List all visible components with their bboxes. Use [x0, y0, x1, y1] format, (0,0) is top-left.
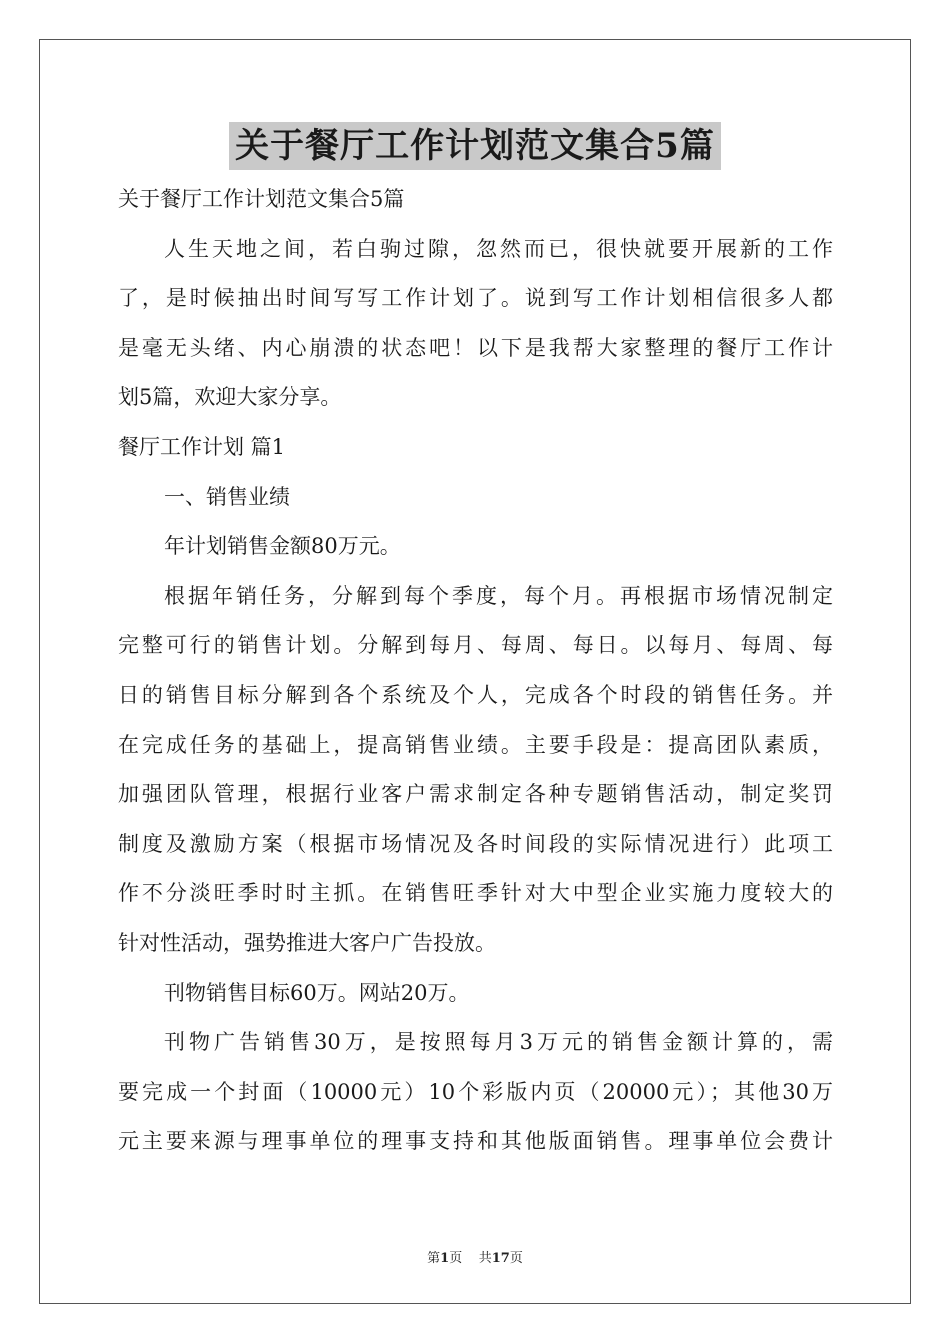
page-number: 1 [440, 1251, 450, 1266]
body-line: 制度及激励方案（根据市场情况及各时间段的实际情况进行）此项工 [118, 831, 833, 856]
body-line: 针对性活动，强势推进大客户广告投放。 [118, 930, 496, 955]
body-line: 根据年销任务，分解到每个季度，每个月。再根据市场情况制定 [164, 583, 833, 608]
title-container [0, 122, 950, 170]
total-pages: 17 [491, 1251, 510, 1266]
body-line: 一、销售业绩 [164, 484, 290, 509]
body-line: 人生天地之间，若白驹过隙，忽然而已，很快就要开展新的工作 [164, 236, 833, 261]
page-footer [0, 1247, 950, 1266]
body-line: 餐厅工作计划 篇1 [118, 434, 286, 459]
document-title: 关于餐厅工作计划范文集合5篇 [229, 122, 721, 170]
body-line: 日的销售目标分解到各个系统及个人，完成各个时段的销售任务。并 [118, 682, 833, 707]
page-suffix: 页 [449, 1251, 463, 1266]
total-suffix: 页 [509, 1251, 523, 1266]
body-line: 关于餐厅工作计划范文集合5篇 [118, 187, 405, 211]
page-prefix: 第 [427, 1251, 441, 1266]
body-line: 年计划销售金额80万元。 [164, 534, 401, 559]
body-line: 刊物广告销售30万，是按照每月3万元的销售金额计算的，需 [164, 1030, 833, 1055]
body-line: 了，是时候抽出时间写写工作计划了。说到写工作计划相信很多人都 [118, 286, 833, 311]
body-line: 加强团队管理，根据行业客户需求制定各种专题销售活动，制定奖罚 [118, 782, 833, 807]
body-line: 要完成一个封面（10000元）10个彩版内页（20000元）；其他30万 [118, 1079, 833, 1104]
body-line: 作不分淡旺季时时主抓。在销售旺季针对大中型企业实施力度较大的 [118, 881, 833, 906]
body-line: 是毫无头绪、内心崩溃的状态吧！以下是我帮大家整理的餐厅工作计 [118, 335, 833, 360]
body-line: 完整可行的销售计划。分解到每月、每周、每日。以每月、每周、每 [118, 633, 833, 658]
body-line: 刊物销售目标60万。网站20万。 [164, 980, 470, 1005]
total-prefix: 共 [478, 1251, 492, 1266]
body-line: 在完成任务的基础上，提高销售业绩。主要手段是：提高团队素质， [118, 732, 833, 757]
document-body [118, 175, 833, 1167]
body-line: 元主要来源与理事单位的理事支持和其他版面销售。理事单位会费计 [118, 1129, 833, 1154]
body-line: 划5篇，欢迎大家分享。 [118, 385, 342, 410]
